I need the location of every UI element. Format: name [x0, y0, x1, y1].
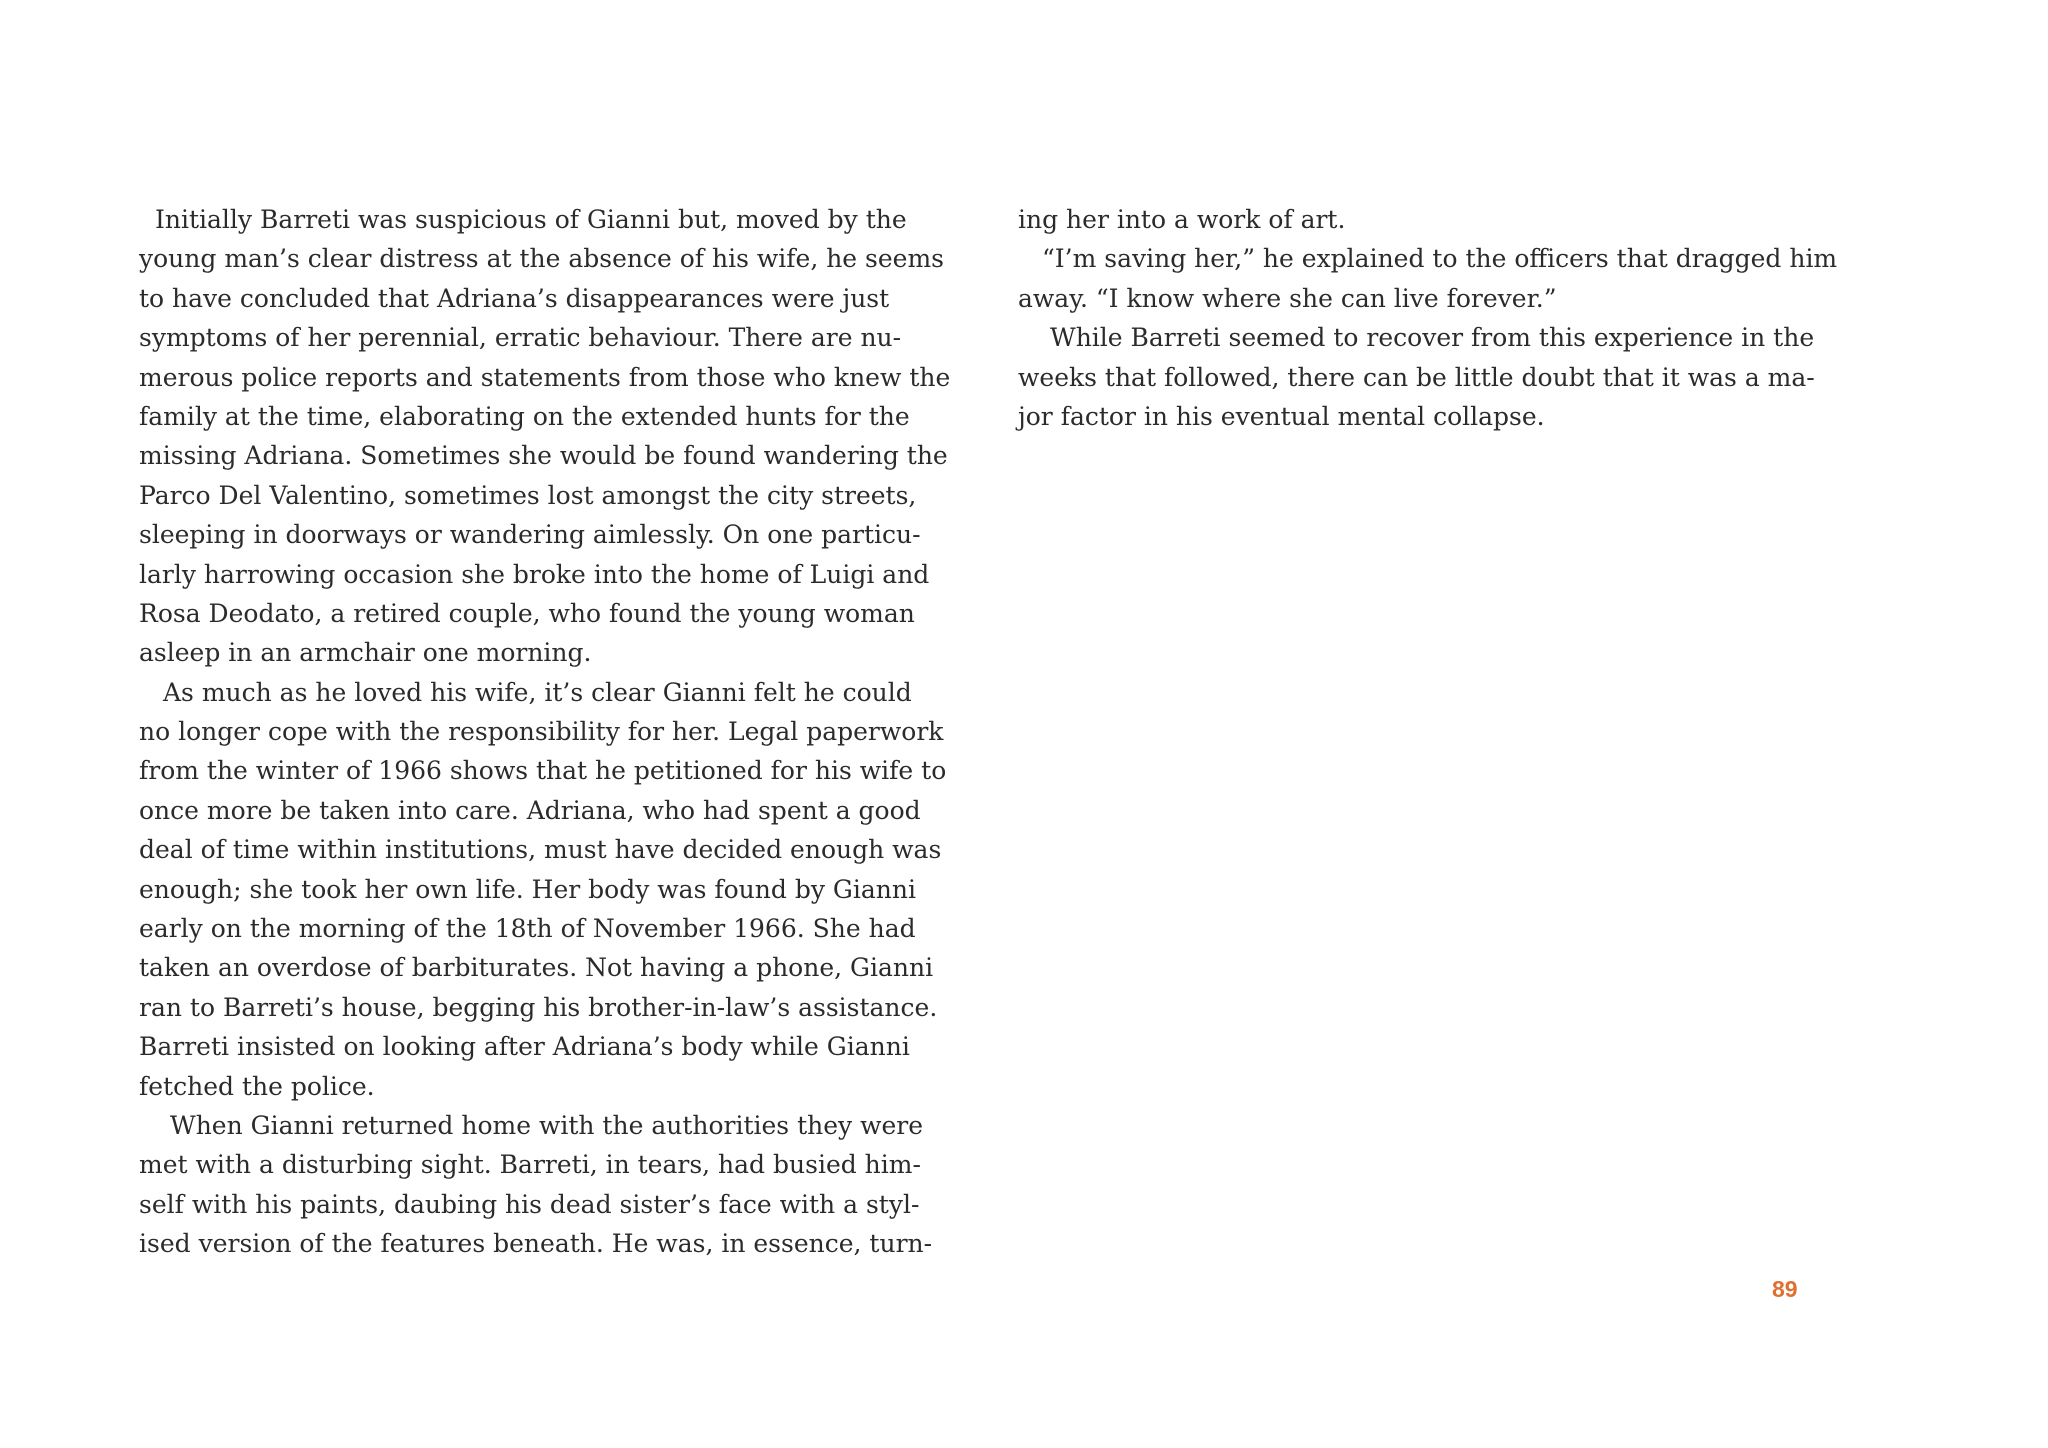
- left-text-column: [139, 200, 951, 1264]
- page-number: 89: [1772, 1276, 1798, 1302]
- text-line: met with a disturbing sight. Barreti, in tears, had busied him-: [139, 1150, 921, 1180]
- text-line: from the winter of 1966 shows that he petitioned for his wife to: [139, 756, 947, 786]
- text-line: symptoms of her perennial, erratic behaviour. There are nu-: [139, 323, 902, 353]
- text-line: ing her into a work of art.: [1018, 205, 1346, 234]
- text-line: sleeping in doorways or wandering aimlessly. On one particu-: [139, 520, 921, 550]
- text-line: ised version of the features beneath. He was, in essence, turn-: [139, 1229, 933, 1259]
- text-line: enough; she took her own life. Her body was found by Gianni: [139, 874, 916, 904]
- text-line: weeks that followed, there can be little doubt that it was a ma-: [1018, 362, 1815, 392]
- text-line: family at the time, elaborating on the extended hunts for the: [139, 401, 910, 431]
- text-line: young man’s clear distress at the absence of his wife, he seems: [139, 244, 945, 274]
- text-line: merous police reports and statements from those who knew the: [139, 362, 951, 392]
- text-line: When Gianni returned home with the authorities they were: [170, 1110, 924, 1140]
- text-line: away. “I know where she can live forever.”: [1018, 283, 1557, 313]
- text-line: As much as he loved his wife, it’s clear Gianni felt he could: [163, 677, 912, 707]
- text-line: to have concluded that Adriana’s disappearances were just: [139, 283, 890, 313]
- text-line: no longer cope with the responsibility for her. Legal paperwork: [139, 717, 944, 747]
- text-line: Rosa Deodato, a retired couple, who found the young woman: [139, 598, 915, 628]
- text-line: deal of time within institutions, must have decided enough was: [139, 835, 942, 865]
- text-line: jor factor in his eventual mental collapse.: [1018, 401, 1545, 431]
- text-line: Parco Del Valentino, sometimes lost amongst the city streets,: [139, 480, 917, 510]
- text-line: asleep in an armchair one morning.: [139, 638, 592, 668]
- text-line: early on the morning of the 18th of November 1966. She had: [139, 914, 916, 944]
- text-line: missing Adriana. Sometimes she would be found wandering the: [139, 441, 948, 471]
- right-text-column: [1018, 200, 1838, 436]
- text-line: Initially Barreti was suspicious of Gianni but, moved by the: [155, 205, 907, 234]
- text-line: larly harrowing occasion she broke into the home of Luigi and: [139, 559, 930, 589]
- text-line: ran to Barreti’s house, begging his brother-in-law’s assistance.: [139, 992, 938, 1022]
- text-line: While Barreti seemed to recover from this experience in the: [1050, 323, 1815, 353]
- text-line: once more be taken into care. Adriana, who had spent a good: [139, 795, 921, 825]
- text-line: “I’m saving her,” he explained to the officers that dragged him: [1042, 244, 1838, 274]
- text-line: fetched the police.: [139, 1071, 375, 1101]
- text-line: Barreti insisted on looking after Adriana’s body while Gianni: [139, 1032, 910, 1062]
- text-line: self with his paints, daubing his dead sister’s face with a styl-: [139, 1189, 920, 1219]
- text-line: taken an overdose of barbiturates. Not having a phone, Gianni: [139, 953, 934, 983]
